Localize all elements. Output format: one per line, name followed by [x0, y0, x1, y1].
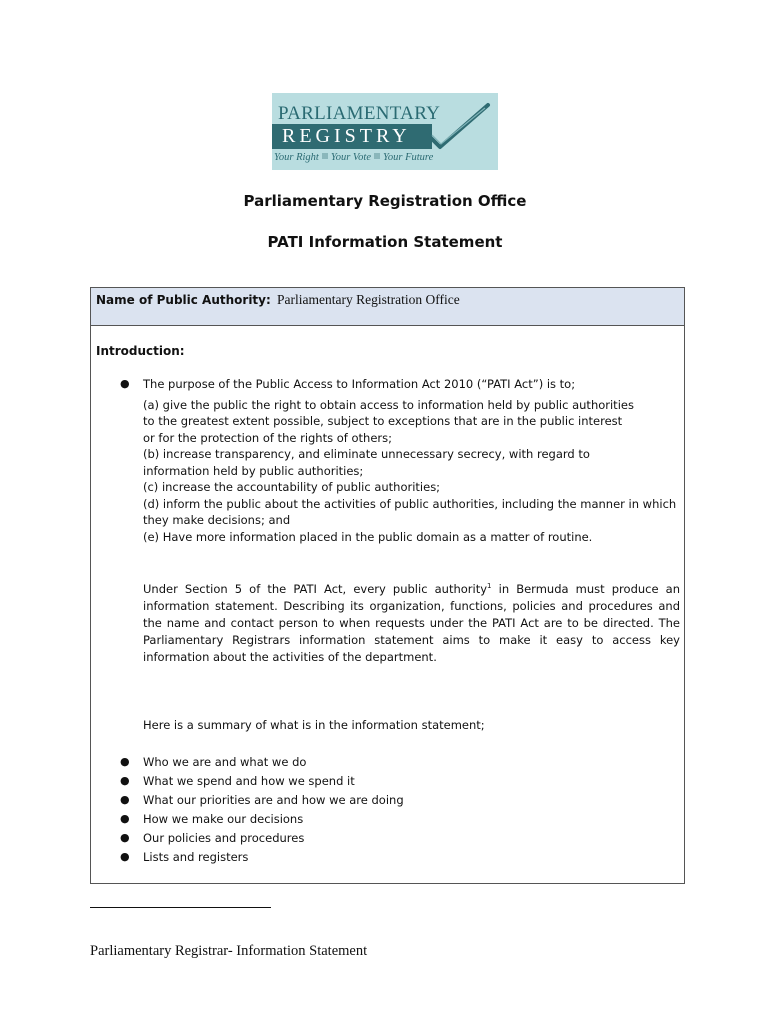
purpose-line: (a) give the public the right to obtain access to information held by public authorities — [143, 398, 634, 412]
purpose-line: or for the protection of the rights of others; — [143, 431, 392, 445]
purpose-line: (d) inform the public about the activities of public authorities, including the manner in which — [143, 497, 677, 511]
logo-separator — [374, 153, 380, 159]
logo-tag-right: Your Right — [274, 152, 319, 163]
bullet-icon: ● — [120, 812, 130, 825]
checkmark-icon — [422, 99, 494, 155]
purpose-line: to the greatest extent possible, subject to exceptions that are in the public interest — [143, 414, 623, 428]
bullet-icon: ● — [120, 377, 130, 390]
document-title: PATI Information Statement — [267, 233, 503, 251]
parliamentary-registry-logo — [272, 93, 498, 170]
office-title: Parliamentary Registration Office — [243, 192, 527, 210]
purpose-line: The purpose of the Public Access to Information Act 2010 (“PATI Act”) is to; — [143, 377, 576, 391]
authority-label: Name of Public Authority: — [96, 293, 271, 307]
authority-row — [91, 288, 684, 326]
logo-separator — [322, 153, 328, 159]
summary-item: What we spend and how we spend it — [143, 774, 355, 788]
purpose-line: (c) increase the accountability of public authorities; — [143, 480, 441, 494]
bullet-icon: ● — [120, 774, 130, 787]
section5-text-start: Under Section 5 of the PATI Act, every public authority — [143, 582, 488, 596]
section5-paragraph — [143, 581, 680, 666]
purpose-line: (b) increase transparency, and eliminate unnecessary secrecy, with regard to — [143, 447, 590, 461]
summary-item: Lists and registers — [143, 850, 249, 864]
summary-item: Our policies and procedures — [143, 831, 305, 845]
footnote-divider — [90, 907, 271, 908]
footnote-reference: 1 — [487, 582, 492, 591]
logo-tag-vote: Your Vote — [330, 152, 372, 163]
authority-value: Parliamentary Registration Office — [277, 292, 460, 307]
purpose-line: information held by public authorities; — [143, 464, 364, 478]
bullet-icon: ● — [120, 850, 130, 863]
logo-tagline — [274, 152, 433, 163]
summary-item: Who we are and what we do — [143, 755, 307, 769]
summary-intro: Here is a summary of what is in the information statement; — [143, 718, 485, 732]
introduction-heading: Introduction: — [96, 344, 185, 358]
section5-text-end: in Bermuda must produce an information statement. Describing its organization, functions, policies and procedures and the name and contact person to when requests under the PATI Act are to be directed. The Parliamentary Registrars information statement aims to make it easy to access key information about the activities of the department. — [143, 582, 681, 664]
summary-item: How we make our decisions — [143, 812, 304, 826]
page-footer: Parliamentary Registrar- Information Statement — [90, 943, 368, 959]
logo-text-registry: REGISTRY — [282, 125, 411, 147]
bullet-icon: ● — [120, 793, 130, 806]
bullet-icon: ● — [120, 755, 130, 768]
logo-tag-future: Your Future — [383, 152, 434, 163]
information-table — [90, 287, 685, 884]
purpose-line: they make decisions; and — [143, 513, 291, 527]
bullet-icon: ● — [120, 831, 130, 844]
logo-text-parliamentary: PARLIAMENTARY — [278, 103, 441, 124]
purpose-line: (e) Have more information placed in the public domain as a matter of routine. — [143, 530, 593, 544]
summary-item: What our priorities are and how we are doing — [143, 793, 404, 807]
